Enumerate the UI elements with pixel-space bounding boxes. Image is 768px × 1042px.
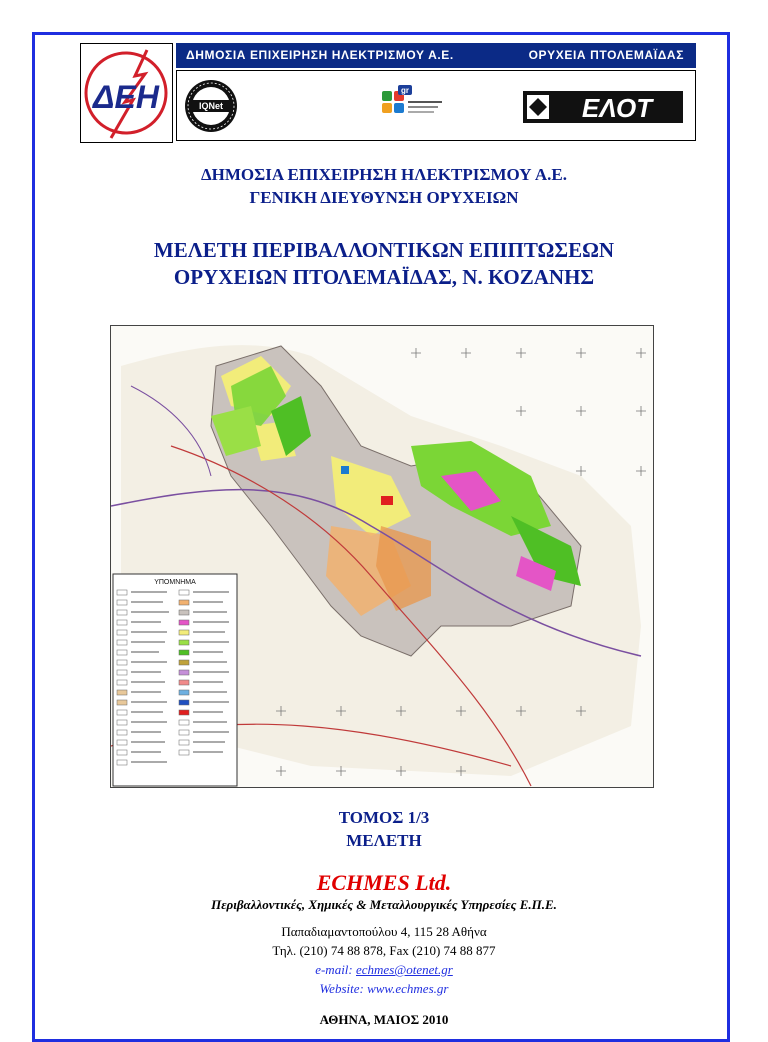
header-bar — [176, 43, 696, 68]
company-email-line — [0, 962, 768, 978]
svg-text:ΕΛΟΤ: ΕΛΟΤ — [581, 93, 653, 123]
publication-date: ΑΘΗΝΑ, ΜΑΙΟΣ 2010 — [319, 1012, 449, 1027]
svg-text:gr: gr — [401, 86, 409, 95]
company-website[interactable]: Website: www.echmes.gr — [319, 981, 449, 996]
map-legend — [113, 574, 237, 786]
company-name: ECHMES Ltd. — [316, 870, 452, 895]
certification-logos — [176, 70, 696, 141]
iqnet-seal — [185, 80, 237, 132]
svg-text:ΥΠΟΜΝΗΜΑ: ΥΠΟΜΝΗΜΑ — [154, 579, 196, 586]
elot-logo — [523, 91, 683, 123]
company-address: Παπαδιαμαντοπούλου 4, 115 28 Αθήνα — [281, 924, 487, 939]
elot-gr-logo — [382, 85, 442, 113]
title-line-4: ΟΡΥΧΕΙΩΝ ΠΤΟΛΕΜΑΪΔΑΣ, Ν. ΚΟΖΑΝΗΣ — [173, 265, 595, 289]
company-services: Περιβαλλοντικές, Χημικές & Μεταλλουργικές Υπηρεσίες Ε.Π.Ε. — [211, 897, 557, 912]
volume-title: ΜΕΛΕΤΗ — [346, 831, 422, 850]
mine-area-map — [110, 325, 654, 788]
volume-number: ΤΟΜΟΣ 1/3 — [338, 808, 430, 827]
email-label: e-mail: — [315, 962, 356, 977]
deh-logo — [80, 43, 173, 143]
title-line-3: ΜΕΛΕΤΗ ΠΕΡΙΒΑΛΛΟΝΤΙΚΩΝ ΕΠΙΠΤΩΣΕΩΝ — [153, 238, 615, 262]
header-company: ΔΗΜΟΣΙΑ ΕΠΙΧΕΙΡΗΣΗ ΗΛΕΚΤΡΙΣΜΟΥ Α.Ε. — [186, 48, 454, 62]
title-line-1: ΔΗΜΟΣΙΑ ΕΠΙΧΕΙΡΗΣΗ ΗΛΕΚΤΡΙΣΜΟΥ Α.Ε. — [200, 165, 568, 184]
email-link[interactable]: echmes@otenet.gr — [356, 962, 453, 977]
title-line-2: ΓΕΝΙΚΗ ΔΙΕΥΘΥΝΣΗ ΟΡΥΧΕΙΩΝ — [249, 188, 519, 207]
company-phone: Τηλ. (210) 74 88 878, Fax (210) 74 88 877 — [272, 943, 496, 958]
svg-text:IQNet: IQNet — [198, 101, 224, 111]
header-mines: ΟΡΥΧΕΙΑ ΠΤΟΛΕΜΑΪΔΑΣ — [528, 48, 684, 62]
deh-logo-text: ΔΕΗ — [93, 79, 159, 115]
